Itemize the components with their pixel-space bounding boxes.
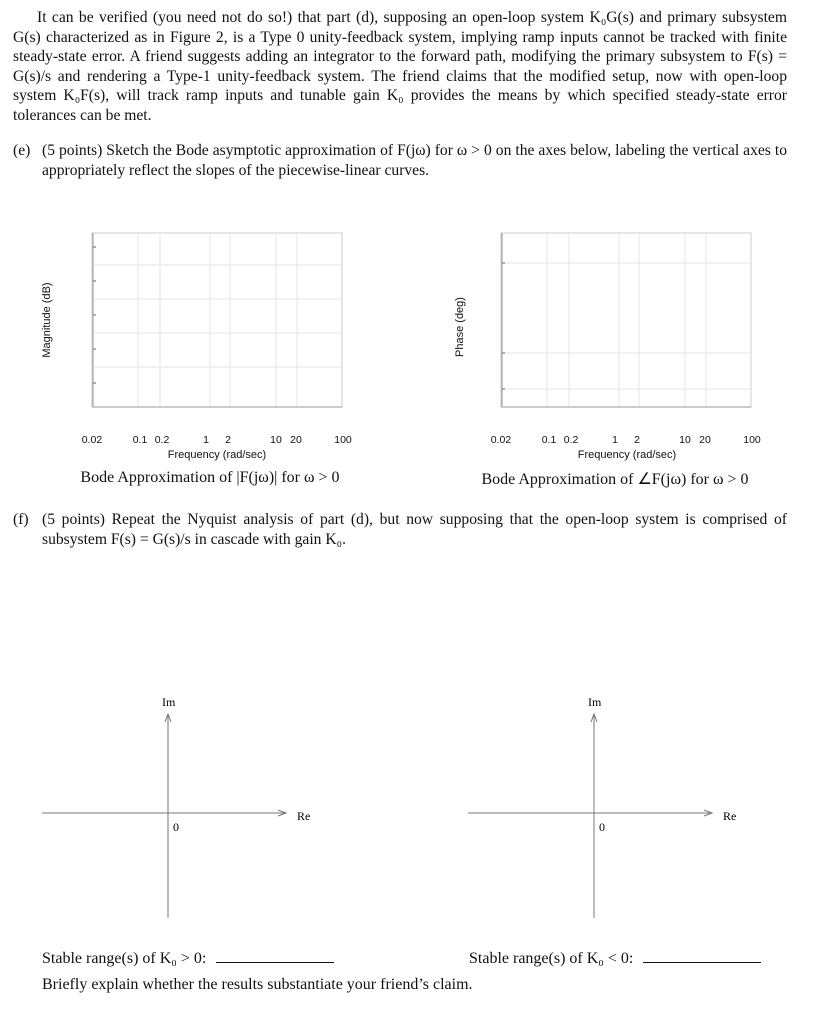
stable-neg-answer-line[interactable]: [643, 962, 761, 963]
phase-tick-5: 10: [679, 434, 691, 446]
phase-tick-2: 0.2: [563, 434, 579, 446]
nyquist-left-axes[interactable]: [40, 690, 330, 925]
mag-tick-1: 0.1: [132, 434, 148, 446]
bode-phase-plot[interactable]: [449, 225, 779, 455]
part-e-text: (5 points) Sketch the Bode asymptotic approximation of F(jω) for ω > 0 on the axes below, labeling the vertical axes to appropriately reflect the slopes of the piecewise-linear curves.: [42, 142, 787, 179]
part-f-label: (f): [13, 511, 29, 528]
bode-magnitude-plot[interactable]: [40, 225, 370, 455]
phase-ylabel: Phase (deg): [454, 297, 466, 357]
mag-ylabel: Magnitude (dB): [41, 282, 53, 358]
part-e: [13, 141, 787, 179]
mag-caption: Bode Approximation of |F(jω)| for ω > 0: [80, 469, 340, 486]
phase-tick-0: 0.02: [490, 434, 512, 446]
stable-range-positive: [42, 950, 334, 968]
left-im-label: Im: [162, 695, 176, 709]
left-re-label: Re: [297, 809, 311, 823]
stable-neg-label: Stable range(s) of K₀ < 0:: [469, 950, 634, 967]
explain-prompt: Briefly explain whether the results substantiate your friend’s claim.: [42, 976, 473, 993]
mag-tick-0: 0.02: [81, 434, 103, 446]
mag-tick-3: 1: [203, 434, 209, 446]
part-e-label: (e): [13, 142, 31, 159]
stable-pos-label: Stable range(s) of K₀ > 0:: [42, 950, 207, 967]
mag-tick-6: 20: [290, 434, 302, 446]
phase-tick-6: 20: [699, 434, 711, 446]
phase-tick-4: 2: [634, 434, 640, 446]
intro-paragraph: It can be verified (you need not do so!) that part (d), supposing an open-loop system K₀G(s) and primary subsystem G(s) characterized as in Figure 2, is a Type 0 unity-feedback system, implying ramp inputs cannot be tracked with finite steady-state error. A friend suggests adding an integrator to the forward path, modifying the primary subsystem to F(s) = G(s)/s and rendering a Type-1 unity-feedback system. The friend claims that the modified setup, now with open-loop system K₀F(s), will track ramp inputs and tunable gain K₀ provides the means by which specified steady-state error tolerances can be met.: [13, 9, 787, 124]
mag-tick-5: 10: [270, 434, 282, 446]
right-origin-label: 0: [599, 820, 605, 834]
part-f: [13, 510, 787, 548]
stable-pos-answer-line[interactable]: [216, 962, 334, 963]
left-origin-label: 0: [173, 820, 179, 834]
stable-range-negative: [469, 950, 761, 968]
phase-xlabel: Frequency (rad/sec): [577, 449, 677, 461]
phase-caption: Bode Approximation of ∠F(jω) for ω > 0: [481, 471, 749, 488]
mag-plot-area: [92, 233, 342, 407]
part-f-text: (5 points) Repeat the Nyquist analysis of part (d), but now supposing that the open-loop system is comprised of subsystem F(s) = G(s)/s in cascade with gain K₀.: [42, 511, 787, 548]
mag-tick-4: 2: [225, 434, 231, 446]
phase-plot-area: [501, 233, 751, 407]
phase-tick-7: 100: [743, 434, 761, 446]
mag-tick-7: 100: [334, 434, 352, 446]
phase-tick-3: 1: [612, 434, 618, 446]
nyquist-right-axes[interactable]: [466, 690, 756, 925]
mag-tick-2: 0.2: [154, 434, 170, 446]
mag-xlabel: Frequency (rad/sec): [167, 449, 267, 461]
right-re-label: Re: [723, 809, 737, 823]
right-im-label: Im: [588, 695, 602, 709]
phase-tick-1: 0.1: [541, 434, 557, 446]
